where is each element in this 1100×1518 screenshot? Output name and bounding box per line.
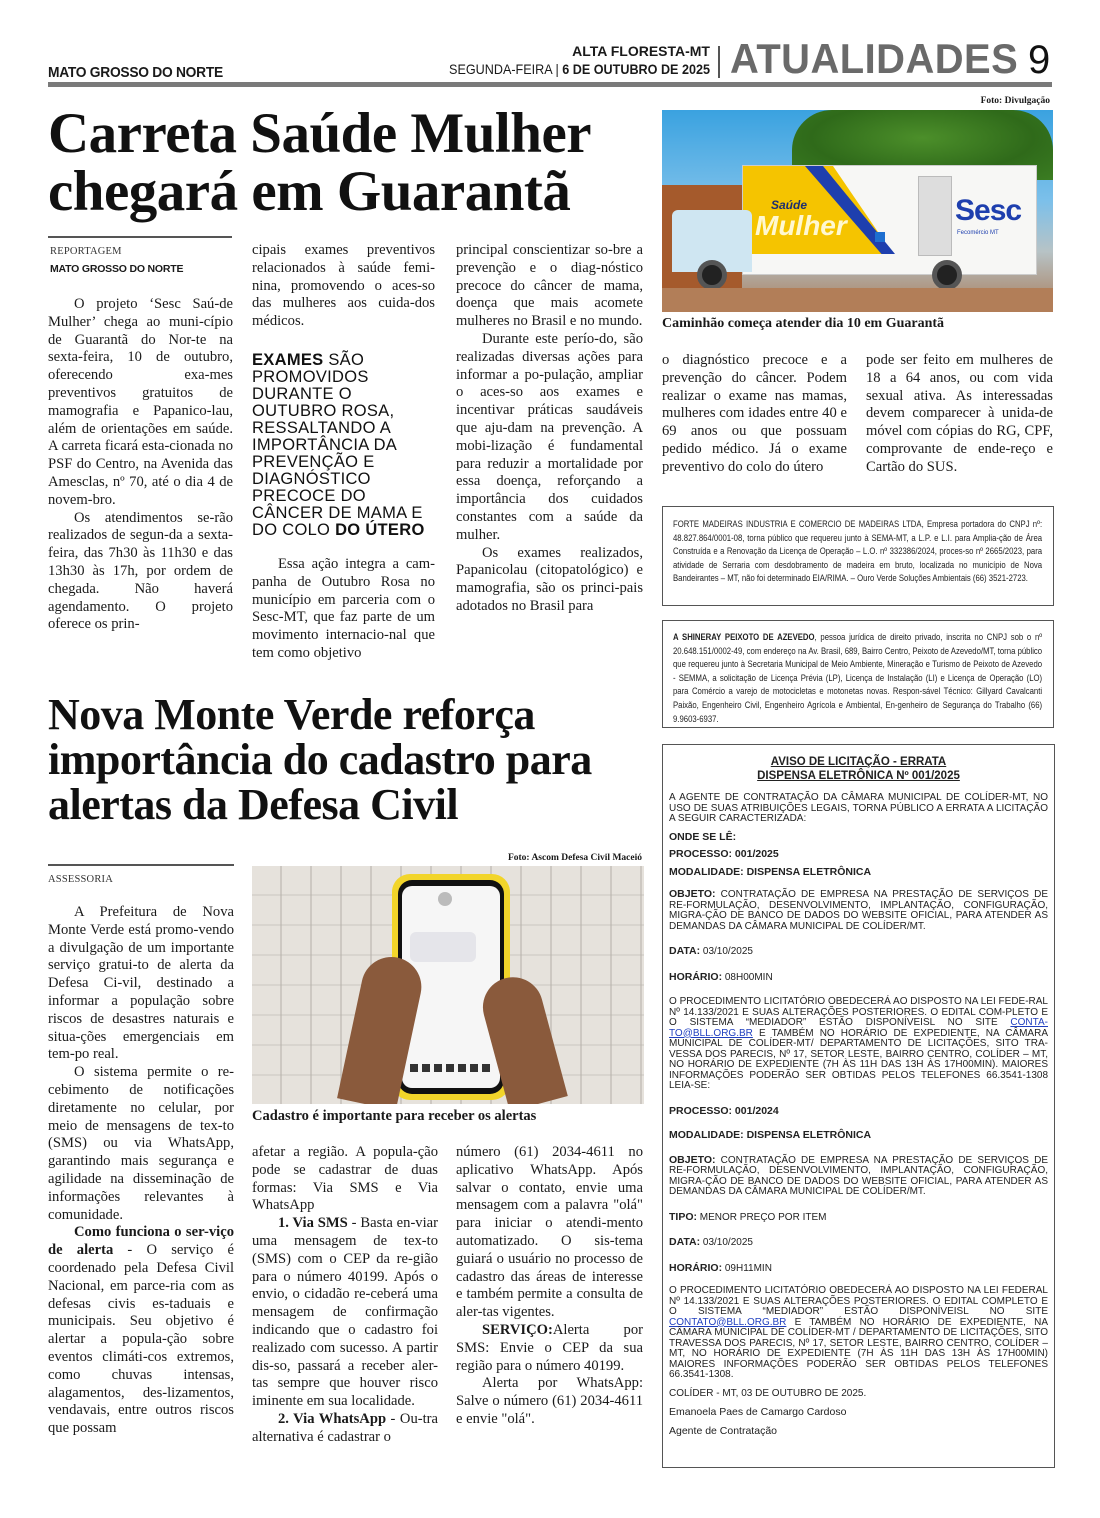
article1-paragraph: cipais exames preventivos relacionados à saúde femi-nina, promovendo o aces-so das mulheres aos cuida-dos médicos. (252, 242, 435, 330)
article1-paragraph: Os exames realizados, Papanicolau (citopatológico) e mamografia, são os princi-pais adotados no Brasil para (456, 544, 643, 614)
pullquote-body: SÃO PROMOVIDOS DURANTE O OUTUBRO ROSA, RESSALTANDO A IMPORTÂNCIA DA PREVENÇÃO E DIAGNÓSTICO PRECOCE DO CÂNCER DE MAMA E DO COLO (252, 351, 423, 539)
article2-paragraph: O sistema permite o re-cebimento de notificações diretamente no celular, por meio de mensagens de tex-to (SMS) ou via WhatsApp, garantindo mais segurança e agilidade na disseminação de informações relevantes à comunidade. (48, 1064, 234, 1223)
pullquote-lead: EXAMES (252, 351, 324, 369)
article2-paragraph: Alerta por WhatsApp: Salve o número (61) 2034-4611 e envie "olá". (456, 1375, 643, 1427)
truck-wheel-front (697, 260, 727, 290)
app-dock (410, 1064, 494, 1072)
aviso-data-1: DATA: 03/10/2025 (669, 945, 753, 957)
aviso-modalidade-2: MODALIDADE: DISPENSA ELETRÔNICA (669, 1129, 872, 1141)
masthead-weekday: SEGUNDA-FEIRA (449, 61, 552, 77)
notice-text: , pessoa jurídica de direito privado, inscrita no CNPJ sob o nº 20.648.151/0002-49, com endereço na Av. Brasil, 689, Bairro Centro, Peixoto de Azevedo/MT, torna público que requereu junto à Secretaria Municipal de Meio Ambiente, Mineração e Turismo de Peixoto de Azevedo - SEMMA, a solicitação de Licença Prévia (LP), Licença de Instalação (LI) e Licença de Operação (LO) para Comércio a varejo de motocicletas e motonetas novas. Respon-sável Técnico: Gillyard Cavalcanti Paixão, Engenheiro Civil, Engenheiro Agrícola e Ambiental, En-genheiro de Segurança do Trabalho (66) 9.9603-6937. (673, 632, 1043, 724)
aviso-place-date: COLÍDER - MT, 03 DE OUTUBRO DE 2025. (669, 1387, 867, 1399)
aviso-horario-1: HORÁRIO: 08H00MIN (669, 970, 773, 983)
aviso-title-1: AVISO DE LICITAÇÃO - ERRATA (770, 756, 947, 768)
article2-paragraph: Como funciona o ser-viço de alerta - O serviço é coordenado pela Defesa Civil Nacional, em parce-ria com as defesas civis es-taduais e municipais. Seu objetivo é alertar a popula-ção sobre eventos climáti-cos extremos, como chuvas intensas, alagamentos, des-lizamentos, vendavais, entre outros riscos que possam (48, 1224, 234, 1437)
article1-paragraph: Essa ação integra a cam-panha de Outubro Rosa no município em parceria com o Sesc-MT, que faz parte de um movimento internacio-nal que tem como objetivo (252, 556, 435, 661)
article1-column-2-bottom (252, 556, 435, 663)
article1-byline-name: MATO GROSSO DO NORTE (50, 263, 184, 275)
ground-pavement (662, 288, 1053, 312)
article2-photo-phone (252, 866, 644, 1104)
article1-paragraph: O projeto ‘Sesc Saú-de Mulher’ chega ao muni-cípio de Guarantã do Nor-te na sexta-feira, 10 de outubro, oferecendo exa-mes preventivos gratuitos de mamografia e Papanico-lau, além de orientações em saúde. A carreta ficará esta-cionada no PSF do Centro, na Avenida das Amesclas, nº 70, até o dia 4 de novem-bro. (48, 296, 233, 508)
article1-photo-truck (662, 110, 1053, 312)
article2-paragraph: afetar a região. A popula-ção pode se cadastrar de duas formas: Via SMS e Via WhatsApp (252, 1144, 438, 1214)
article1-paragraph: Os atendimentos se-rão realizados de segun-da a sexta-feira, das 7h30 às 11h30 e das 13h30 às 17h, por ordem de chegada. Não haverá agendamento. O projeto oferece os prin- (48, 509, 233, 633)
notice-text: FORTE MADEIRAS INDUSTRIA E COMERCIO DE MADEIRAS LTDA, Empresa portadora do CNPJ nº: 48.827.864/0001-08, torna público que requereu junto à SEMA-MT, a L.P. e L.I. para Amplia-ção de Área Construída e a Renovação da Licença de Operação – L.O. nº 332386/2024, proces-so nº 2665/2023, para atividade de Serraria com desdobramento de madeira em bruto, localizada no município de Nova Bandeirantes – MT, não foi determinado EIA/RIMA. – Ouro Verde Soluções Ambientais (66) 3521-2723. (673, 519, 1043, 584)
article2-photo-credit: Foto: Ascom Defesa Civil Maceió (507, 853, 642, 863)
aviso-data-2: DATA: 03/10/2025 (669, 1236, 753, 1248)
article2-byline-label: ASSESSORIA (48, 874, 114, 885)
email-link[interactable]: CONTATO@BLL.ORG.BR (669, 1316, 787, 1328)
contact-avatar-icon (438, 892, 452, 906)
article1-column-3 (456, 242, 643, 616)
masthead-rule (48, 82, 1052, 87)
article1-byline-label: REPORTAGEM (50, 246, 122, 257)
article2-column-3 (456, 1144, 643, 1429)
truck-text-mulher: Mulher (755, 210, 847, 241)
masthead-section: MATO GROSSO DO NORTE (48, 64, 223, 81)
masthead-date: SEGUNDA-FEIRA | 6 DE OUTUBRO DE 2025 (449, 61, 710, 77)
masthead-full-date: 6 DE OUTUBRO DE 2025 (562, 61, 710, 77)
subhead-servico: SERVIÇO: (482, 1321, 553, 1338)
article2-headline: Nova Monte Verde reforça importância do cadastro para alertas da Defesa Civil (48, 690, 592, 829)
email-link[interactable]: CONTA-TO@BLL.ORG.BR (669, 1017, 1048, 1039)
aviso-objeto-2: OBJETO: CONTRATAÇÃO DE EMPRESA NA PRESTAÇÃO DE SERVIÇOS DE RE-FORMULAÇÃO, DESENVOLVIMENTO, IMPLANTAÇÃO, CONFIGURAÇÃO, MIGRA-ÇÃO DE BANCO DE DADOS DO WEBSITE OFICIAL, PARA ATENDER AS DEMANDAS DA CÂMARA MUNICIPAL DE COLÍDER/MT. (669, 1153, 1048, 1197)
article1-column-4 (662, 352, 847, 477)
article2-column-2 (252, 1144, 438, 1447)
truck-text-saude: Saúde (771, 198, 808, 212)
masthead-city: ALTA FLORESTA-MT (572, 43, 710, 59)
truck-wheel-rear (932, 260, 962, 290)
accessibility-icon (875, 232, 885, 242)
article1-column-2-top (252, 242, 435, 331)
article2-paragraph: 1. Via SMS - Basta en-viar uma mensagem de tex-to (SMS) com o CEP da re-gião para o número 40199. Após o envio, o cidadão re-ceberá uma mensagem de confirmação indicando que o cadastro foi realizado com sucesso. A partir dis-so, passará a receber aler-tas sempre que houver risco iminente em sua localidade. (252, 1215, 438, 1410)
legal-notice-shineray (662, 620, 1054, 728)
aviso-processo-1: PROCESSO: 001/2025 (669, 848, 779, 860)
pullquote-tail: DO ÚTERO (335, 521, 425, 539)
trailer-door (918, 176, 952, 256)
subhead-via-sms: 1. Via SMS (278, 1215, 348, 1232)
subhead-como-funciona: Como funciona o ser-viço de alerta (48, 1224, 234, 1259)
article1-paragraph: Durante este perío-do, são realizadas diversas ações para informar a po-pulação, ampliar o aces-so aos exames e incentivar práticas saudáveis que aju-dam na prevenção. A mobi-lização é fundamental para reduzir a mortalidade por essa doença, reforçando a importância dos cuidados constantes com a saúde da mulher. (456, 330, 643, 543)
aviso-procedimento-2: O PROCEDIMENTO LICITATÓRIO OBEDECERÁ AO DISPOSTO NA LEI FEDERAL Nº 14.133/2021 E SUAS ALTERAÇÕES POSTERIORES. O EDITAL COMPLETO E O SISTEMA “MEDIADOR” ESTÃO DISPONÍVEISL NO SITE CONTATO@BLL.ORG.BR E TAMBÉM NO HORÁRIO DE EXPEDIENTE, NA CÂMARA MUNICIPAL DE COLÍDER-MT / DEPARTAMENTO DE LICITAÇÕES, SITO TRAVESSA DOS PARECIS, Nº 17, SETOR LESTE, BAIRRO CENTRO, COLÍDER – MT, NO HORÁRIO DE EXPEDIENTE (7H ÀS 11H DAS 13H ÀS 17H00MIN) MAIORES INFORMAÇÕES PODERÃO SER OBTIDAS PELOS TELEFONES 66.3541-1308. (669, 1285, 1048, 1380)
article1-photo-credit: Foto: Divulgação (980, 96, 1050, 106)
aviso-processo-2: PROCESSO: 001/2024 (669, 1104, 779, 1117)
masthead-divider (718, 46, 720, 78)
article1-byline-rule (48, 236, 232, 238)
aviso-signer: Emanoela Paes de Camargo Cardoso (669, 1406, 847, 1418)
article1-paragraph: principal conscientizar so-bre a prevenção e o diag-nóstico precoce do câncer de mama, doença que mais acomete mulheres no Brasil e no mundo. (456, 242, 643, 330)
sms-bubble (410, 932, 476, 962)
article2-paragraph: 2. Via WhatsApp - Ou-tra alternativa é cadastrar o (252, 1410, 438, 1445)
masthead-category: ATUALIDADES (730, 35, 1019, 82)
aviso-objeto-1: OBJETO: CONTRATAÇÃO DE EMPRESA NA PRESTAÇÃO DE SERVIÇOS DE RE-FORMULAÇÃO, DESENVOLVIMENTO, IMPLANTAÇÃO, CONFIGURAÇÃO, MIGRA-ÇÃO DE BANCO DE DADOS DO WEBSITE OFICIAL, PARA ATENDER AS DEMANDAS DA CÂMARA MUNICIPAL DE COLÍDER/MT. (669, 888, 1048, 932)
article1-paragraph: o diagnóstico precoce e a prevenção do câncer. Podem realizar o exame nas mamas, mulheres com idades entre 40 e 69 anos ou que possuam pedido médico. Já o exame preventivo do colo do útero (662, 352, 847, 475)
article1-photo-caption: Caminhão começa atender dia 10 em Guarantã (662, 316, 945, 331)
notice-lead: A SHINERAY PEIXOTO DE AZEVEDO (673, 632, 815, 642)
aviso-modalidade-1: MODALIDADE: DISPENSA ELETRÔNICA (669, 865, 872, 878)
article2-paragraph: SERVIÇO:Alerta por SMS: Envie o CEP da sua região para o número 40199. (456, 1321, 643, 1374)
aviso-tipo: TIPO: MENOR PREÇO POR ITEM (669, 1210, 827, 1223)
aviso-licitacao-box (662, 744, 1055, 1468)
trailer-body (742, 165, 1037, 275)
article1-headline: Carreta Saúde Mulher chegará em Guarantã (48, 102, 591, 223)
legal-notice-forte-madeiras (662, 506, 1054, 606)
page-number: 9 (1028, 38, 1051, 82)
article2-byline-rule (48, 864, 234, 866)
article1-pullquote (252, 352, 437, 539)
fecomercio-logo: Fecomércio MT (957, 230, 999, 236)
sesc-logo: Sesc (955, 194, 1022, 227)
subhead-via-whatsapp: 2. Via WhatsApp (278, 1410, 387, 1427)
article1-paragraph: pode ser feito em mulheres de 18 a 64 anos, ou com vida sexual ativa. As interessadas devem comparecer à unida-de móvel com cópias do RG, CPF, comprovante de ende-reço e Cartão do SUS. (866, 352, 1053, 475)
aviso-role: Agente de Contratação (669, 1424, 777, 1437)
aviso-procedimento-1: O PROCEDIMENTO LICITATÓRIO OBEDECERÁ AO DISPOSTO NA LEI FEDE-RAL Nº 14.133/2021 E SUAS ALTERAÇÕES POSTERIORES. O EDITAL COM-PLETO E O SISTEMA “MEDIADOR” ESTÃO DISPONÍVEISL NO SITE CONTA-TO@BLL.ORG.BR E TAMBÉM NO HORÁRIO DE EXPEDIENTE, NA CÂMARA MUNICIPAL DE COLÍDER-MT/ DEPARTAMENTO DE LICITAÇÕES, SITO TRA-VESSA DOS PARECIS, Nº 17, SETOR LESTE, BAIRRO CENTRO, COLÍDER – MT, NO HORÁRIO DE EXPEDIENTE (7H ÀS 11H DAS 13H ÀS 17H00MIN). MAIORES INFORMAÇÕES PODERÃO SER OBTIDAS PELOS TELEFONES 66.3541-1308 LEIA-SE: (669, 996, 1048, 1091)
article2-column-1 (48, 904, 234, 1438)
article1-column-5 (866, 352, 1053, 477)
aviso-title-2: DISPENSA ELETRÔNICA Nº 001/2025 (757, 770, 960, 782)
aviso-onde-se-le: ONDE SE LÊ: (669, 830, 737, 843)
aviso-horario-2: HORÁRIO: 09H11MIN (669, 1261, 772, 1274)
article2-paragraph: número (61) 2034-4611 no aplicativo WhatsApp. Após salvar o contato, envie uma mensagem com a palavra "olá" para iniciar o atendi-mento automatizado. O sis-tema guiará o usuário no processo de cadastro das áreas de interesse e também permite a consulta de aler-tas vigentes. (456, 1144, 643, 1321)
article2-photo-caption: Cadastro é importante para receber os alertas (252, 1108, 537, 1124)
article1-column-1 (48, 296, 233, 634)
article2-paragraph: A Prefeitura de Nova Monte Verde está promo-vendo a divulgação de um importante serviço gratui-to de alerta da Defesa Ci-vil, destinado a informar a população sobre riscos de desastres naturais e situa-ções emergenciais em tem-po real. (48, 904, 234, 1063)
aviso-intro: A AGENTE DE CONTRATAÇÃO DA CÂMARA MUNICIPAL DE COLÍDER-MT, NO USO DE SUAS ATRIBUIÇÕES LEGAIS, TORNA PÚBLICO A ERRATA A LICITAÇÃO A SEGUIR CARACTERIZADA: (669, 792, 1048, 824)
